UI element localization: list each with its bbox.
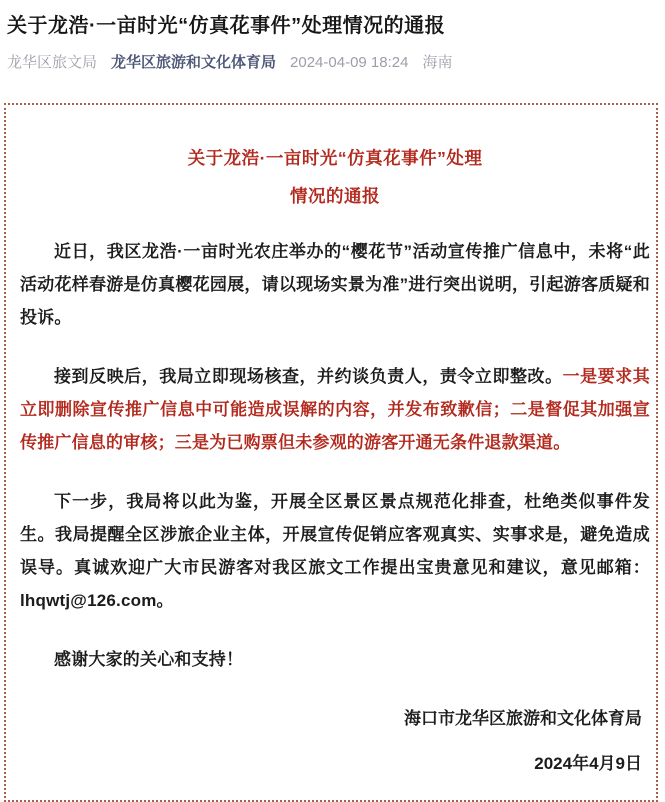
meta-location: 海南: [422, 54, 453, 71]
signature-block: [20, 702, 650, 780]
notice-paragraph-2: [20, 360, 650, 459]
notice-paragraph-3: [20, 485, 650, 617]
signature-org: 海口市龙华区旅游和文化体育局: [404, 709, 642, 728]
article-header: [0, 0, 665, 73]
notice-title-line1: 关于龙浩·一亩时光“仿真花事件”处理: [187, 148, 483, 168]
notice-paragraph-1: 近日，我区龙浩·一亩时光农庄举办的“樱花节”活动宣传推广信息中，未将“此活动花样春游是仿真樱花园展，请以现场实景为准”进行突出说明，引起游客质疑和投诉。: [20, 242, 650, 327]
page-title: 关于龙浩·一亩时光“仿真花事件”处理情况的通报: [7, 15, 446, 37]
signature-date: 2024年4月9日: [534, 754, 642, 773]
notice-title: [20, 139, 650, 215]
notice-title-line2: 情况的通报: [290, 186, 380, 206]
contact-email: lhqwtj@126.com: [20, 591, 157, 610]
paragraph-2-intro-text: 接到反映后，我局立即现场核查，并约谈负责人，责令立即整改。: [54, 367, 563, 386]
meta-account-link[interactable]: 龙华区旅游和文化体育局: [111, 54, 277, 71]
article-meta: [7, 53, 655, 73]
paragraph-2-measures-text: 一是要求其立即删除宣传推广信息中可能造成误解的内容，并发布致歉信；二是督促其加强宣传推广信息的审核；三是为已购票但未参观的游客开通无条件退款渠道。: [20, 367, 650, 452]
notice-box: [4, 103, 658, 802]
paragraph-3-text: 下一步，我局将以此为鉴，开展全区景区景点规范化排查，杜绝类似事件发生。我局提醒全区涉旅企业主体，开展宣传促销应客观真实、实事求是，避免造成误导。真诚欢迎广大市民游客对我区旅文工作提出宝贵意见和建议，意见邮箱：: [20, 492, 650, 577]
meta-source-label: 龙华区旅文局: [7, 54, 98, 71]
thanks-line: 感谢大家的关心和支持！: [54, 650, 244, 669]
meta-datetime: 2024-04-09 18:24: [290, 54, 409, 71]
paragraph-3-closing-punctuation: 。: [156, 591, 174, 610]
